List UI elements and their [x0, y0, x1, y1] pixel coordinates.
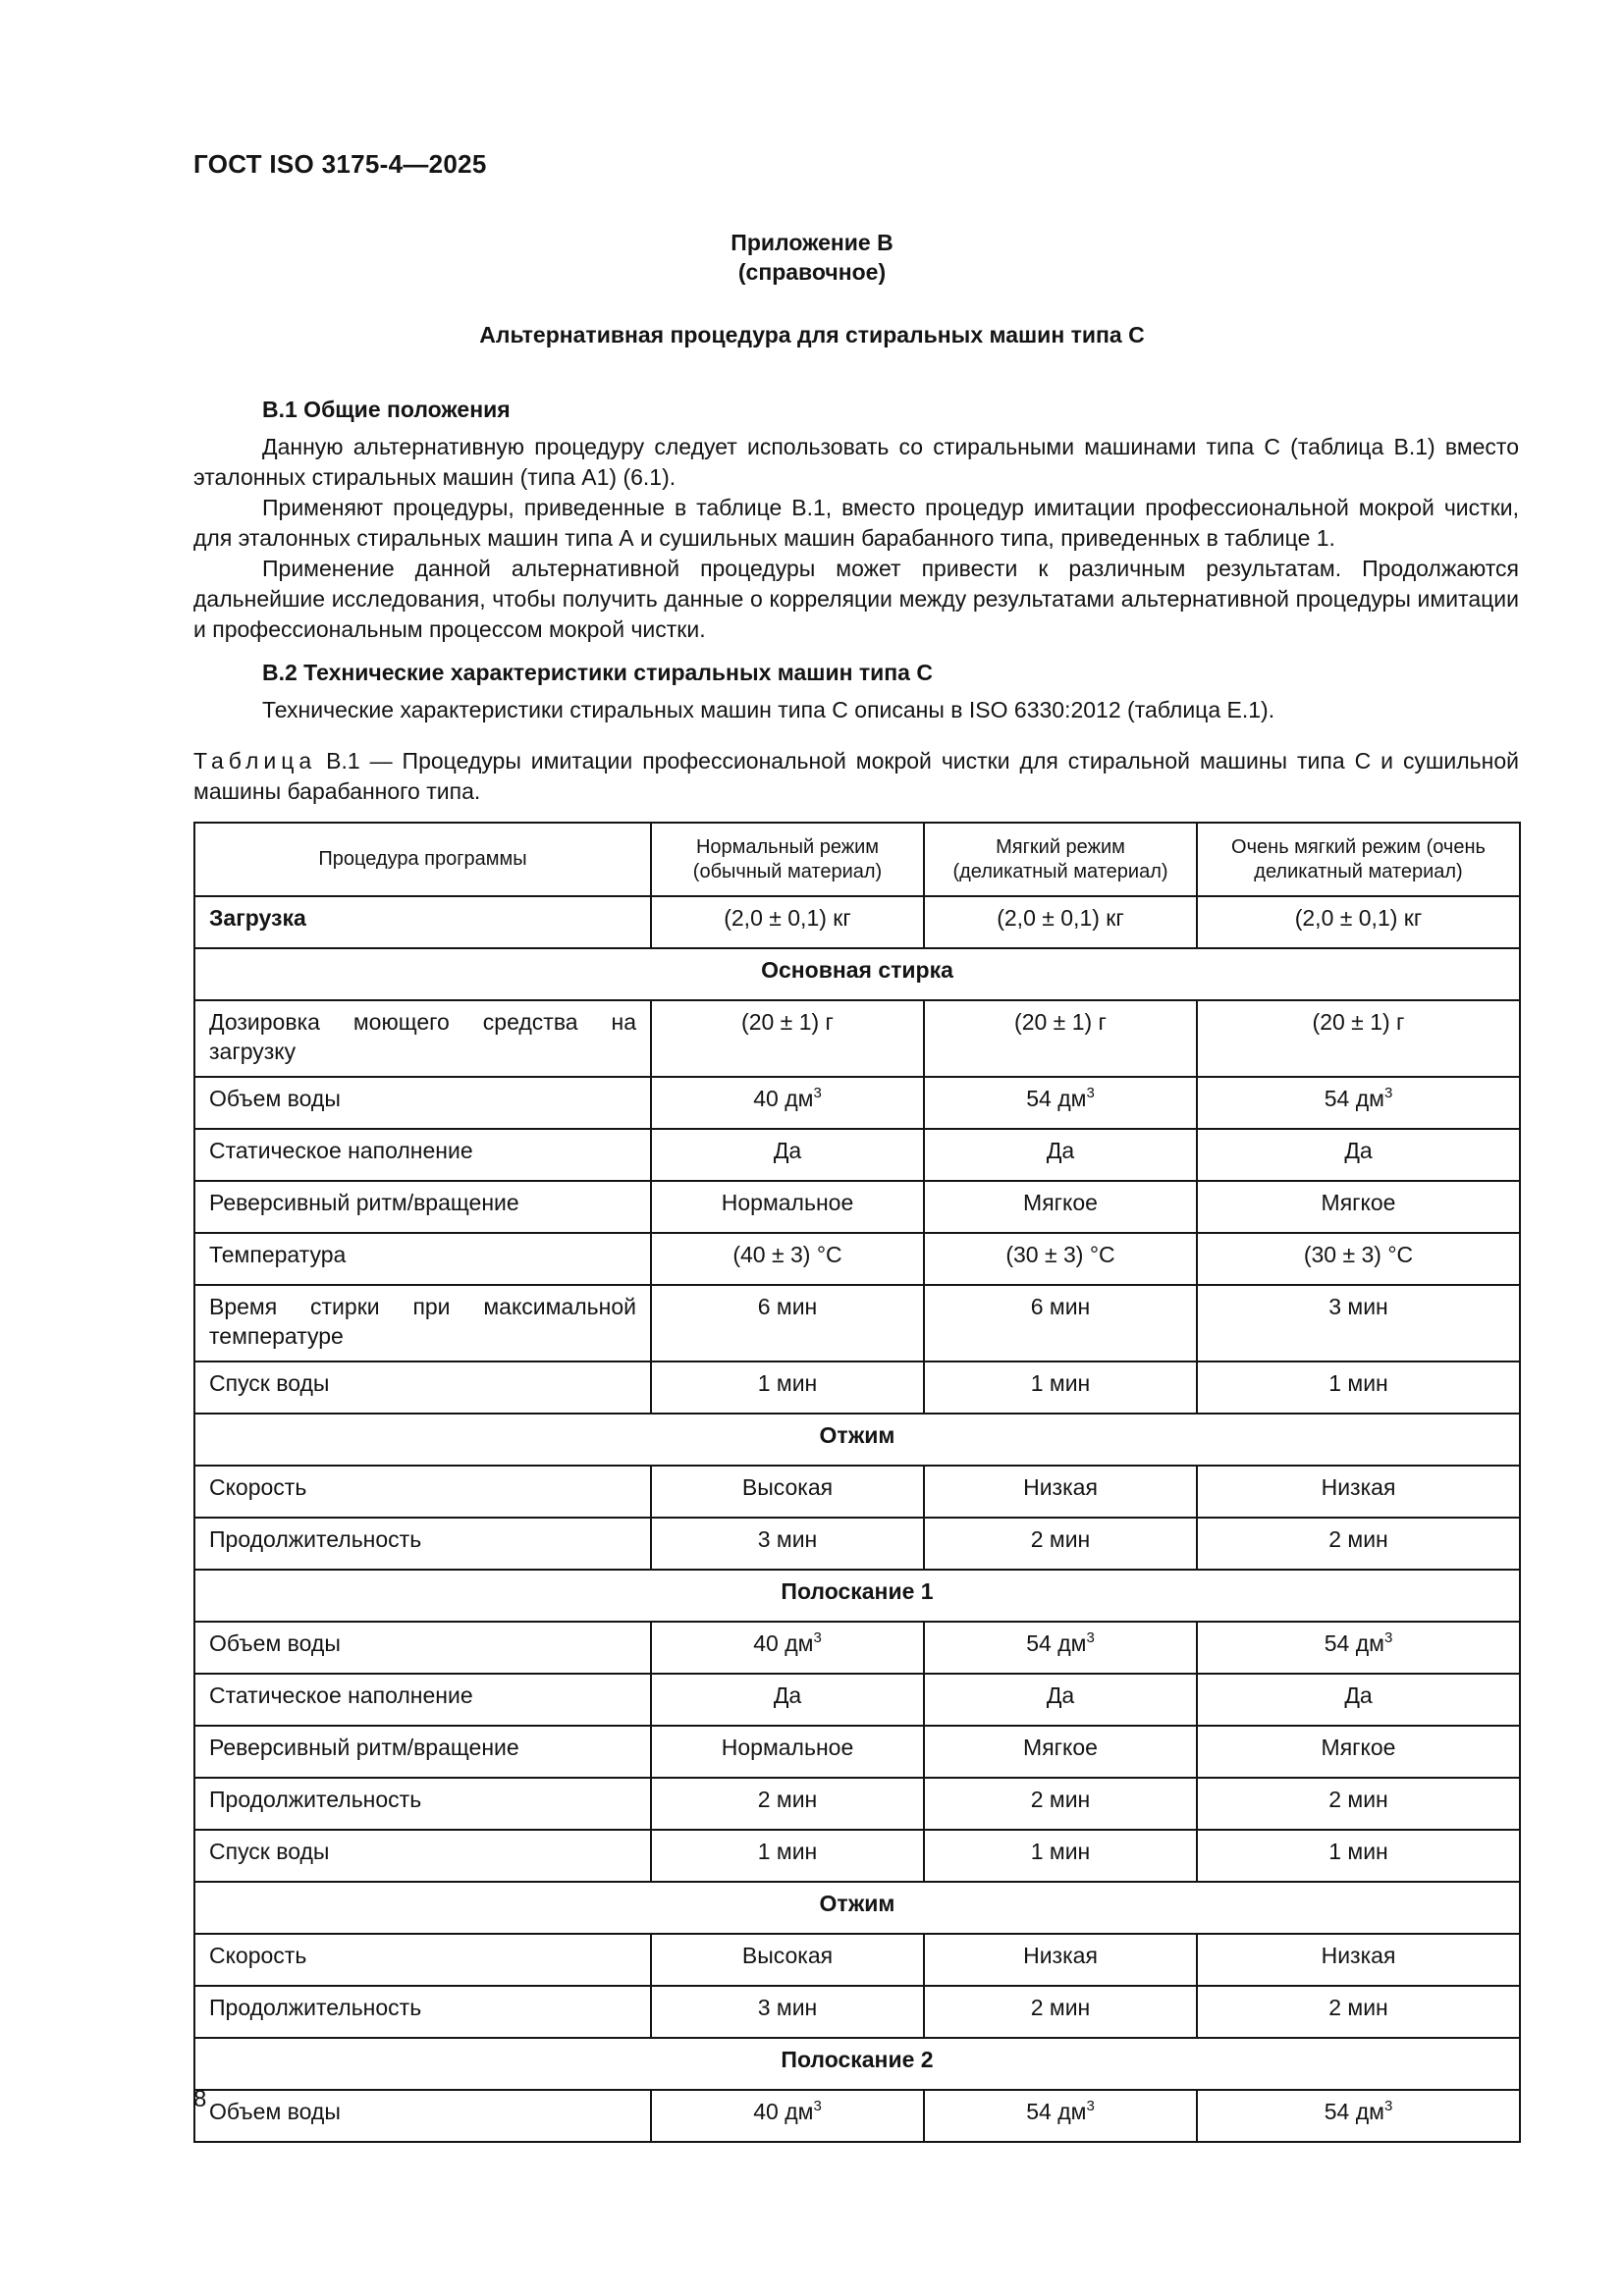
table-caption-label: Таблица [193, 748, 317, 774]
table-header-row [194, 823, 1520, 896]
row-label-cell: Продолжительность [194, 1518, 651, 1570]
value-cell: (20 ± 1) г [1197, 1000, 1520, 1077]
value-cell: Нормальное [651, 1181, 924, 1233]
row-label-cell: Статическое наполнение [194, 1129, 651, 1181]
value-cell: 1 мин [924, 1362, 1197, 1414]
table-section-row [194, 1414, 1520, 1466]
value-cell: Мягкое [1197, 1726, 1520, 1778]
row-label-cell: Реверсивный ритм/вращение [194, 1181, 651, 1233]
table-header-cell: Процедура программы [194, 823, 651, 896]
table-header-cell: Нормальный режим (обычный материал) [651, 823, 924, 896]
value-cell [651, 2090, 924, 2142]
section-b2-heading: В.2 Технические характеристики стиральных машин типа С [262, 660, 933, 685]
procedures-table [193, 822, 1521, 2143]
table-caption [193, 746, 1519, 807]
table-row [194, 1129, 1520, 1181]
unit-superscript: 3 [1383, 2098, 1393, 2114]
value-cell: 3 мин [651, 1986, 924, 2038]
value-cell: 2 мин [924, 1518, 1197, 1570]
row-label-cell: Реверсивный ритм/вращение [194, 1726, 651, 1778]
value-cell: (40 ± 3) °C [651, 1233, 924, 1285]
section-b1-heading: В.1 Общие положения [262, 397, 511, 422]
value-cell: Да [651, 1129, 924, 1181]
value-cell: (2,0 ± 0,1) кг [1197, 896, 1520, 948]
value-cell: 1 мин [1197, 1830, 1520, 1882]
paragraph: Технические характеристики стиральных машин типа С описаны в ISO 6330:2012 (таблица Е.1). [262, 697, 1275, 722]
unit-superscript: 3 [1086, 1629, 1095, 1646]
table-section-row [194, 948, 1520, 1000]
value-cell: (30 ± 3) °C [924, 1233, 1197, 1285]
unit-superscript: 3 [1383, 1629, 1393, 1646]
value-cell: Мягкое [1197, 1181, 1520, 1233]
unit-superscript: 3 [1086, 1085, 1095, 1101]
value-cell: 2 мин [1197, 1518, 1520, 1570]
value-cell: Нормальное [651, 1726, 924, 1778]
row-label-cell: Продолжительность [194, 1778, 651, 1830]
table-row [194, 1233, 1520, 1285]
value-cell: Да [924, 1129, 1197, 1181]
value-cell: 2 мин [924, 1986, 1197, 2038]
table-row [194, 1622, 1520, 1674]
value-cell: Низкая [1197, 1466, 1520, 1518]
value-cell: Да [1197, 1674, 1520, 1726]
row-label-cell: Скорость [194, 1466, 651, 1518]
unit-superscript: 3 [813, 1629, 822, 1646]
table-row [194, 1830, 1520, 1882]
table-row [194, 1181, 1520, 1233]
table-header-cell: Очень мягкий режим (очень деликатный материал) [1197, 823, 1520, 896]
row-label-cell: Время стирки при максимальной температуре [194, 1285, 651, 1362]
value-text: 54 дм [1026, 2099, 1087, 2124]
unit-superscript: 3 [813, 1085, 822, 1101]
value-text: 54 дм [1324, 1630, 1384, 1656]
value-text: 54 дм [1324, 2099, 1384, 2124]
value-cell: 2 мин [924, 1778, 1197, 1830]
value-cell: 6 мин [924, 1285, 1197, 1362]
table-row [194, 1778, 1520, 1830]
row-label-cell: Скорость [194, 1934, 651, 1986]
value-cell: 1 мин [651, 1830, 924, 1882]
row-label-cell: Объем воды [194, 1622, 651, 1674]
value-cell: (2,0 ± 0,1) кг [924, 896, 1197, 948]
row-label-cell: Температура [194, 1233, 651, 1285]
table-row [194, 896, 1520, 948]
value-cell: Высокая [651, 1934, 924, 1986]
value-cell [651, 1077, 924, 1129]
value-cell [1197, 1077, 1520, 1129]
annex-type: (справочное) [737, 259, 887, 285]
section-b1-body [193, 432, 1519, 645]
table-row [194, 1674, 1520, 1726]
section-title-cell: Полоскание 2 [194, 2038, 1520, 2090]
paragraph: Применение данной альтернативной процедуры может привести к различным результатам. Продолжаются дальнейшие исследования, чтобы получить данные о корреляции между результатами альтернативной процедуры имитации и профессиональным процессом мокрой чистки. [193, 556, 1519, 642]
table-row [194, 1986, 1520, 2038]
table-header-cell: Мягкий режим (деликатный материал) [924, 823, 1197, 896]
row-label-cell: Спуск воды [194, 1830, 651, 1882]
value-cell: Да [651, 1674, 924, 1726]
table-section-row [194, 2038, 1520, 2090]
value-cell: Высокая [651, 1466, 924, 1518]
value-cell: Да [1197, 1129, 1520, 1181]
row-label-cell: Статическое наполнение [194, 1674, 651, 1726]
value-cell [924, 1622, 1197, 1674]
table-row [194, 1077, 1520, 1129]
value-cell: 3 мин [1197, 1285, 1520, 1362]
value-cell: (20 ± 1) г [651, 1000, 924, 1077]
row-label-cell: Дозировка моющего средства на загрузку [194, 1000, 651, 1077]
paragraph: Данную альтернативную процедуру следует использовать со стиральными машинами типа С (таблица В.1) вместо эталонных стиральных машин (типа А1) (6.1). [193, 434, 1519, 490]
table-row [194, 1466, 1520, 1518]
table-row [194, 1934, 1520, 1986]
value-cell: Мягкое [924, 1726, 1197, 1778]
paragraph: Применяют процедуры, приведенные в таблице В.1, вместо процедур имитации профессиональной мокрой чистки, для эталонных стиральных машин типа А и сушильных машин барабанного типа, приведенных в таблице 1. [193, 495, 1519, 551]
table-section-row [194, 1570, 1520, 1622]
value-cell: (20 ± 1) г [924, 1000, 1197, 1077]
table-caption-text: В.1 — Процедуры имитации профессиональной мокрой чистки для стиральной машины типа С и сушильной машины барабанного типа. [193, 748, 1519, 804]
value-cell [924, 2090, 1197, 2142]
table-row [194, 2090, 1520, 2142]
value-cell: Да [924, 1674, 1197, 1726]
value-cell: 6 мин [651, 1285, 924, 1362]
table-section-row [194, 1882, 1520, 1934]
value-cell [924, 1077, 1197, 1129]
value-cell: 3 мин [651, 1518, 924, 1570]
value-cell: Низкая [924, 1934, 1197, 1986]
row-label-cell: Продолжительность [194, 1986, 651, 2038]
value-cell: 1 мин [651, 1362, 924, 1414]
table-row [194, 1000, 1520, 1077]
value-text: 40 дм [753, 1630, 814, 1656]
table-row [194, 1285, 1520, 1362]
value-text: 40 дм [753, 2099, 814, 2124]
annex-title: Альтернативная процедура для стиральных машин типа С [479, 322, 1145, 347]
value-text: 54 дм [1026, 1630, 1087, 1656]
row-label-cell: Объем воды [194, 1077, 651, 1129]
value-cell: Низкая [1197, 1934, 1520, 1986]
section-title-cell: Полоскание 1 [194, 1570, 1520, 1622]
table-body [194, 823, 1520, 2142]
section-b2-body [193, 695, 1519, 725]
value-cell: Низкая [924, 1466, 1197, 1518]
table-row [194, 1362, 1520, 1414]
table-row [194, 1726, 1520, 1778]
value-cell: 2 мин [1197, 1778, 1520, 1830]
value-cell: (2,0 ± 0,1) кг [651, 896, 924, 948]
document-code-header: ГОСТ ISO 3175-4—2025 [193, 149, 487, 179]
section-title-cell: Отжим [194, 1414, 1520, 1466]
value-cell: 1 мин [1197, 1362, 1520, 1414]
value-cell [651, 1622, 924, 1674]
value-text: 54 дм [1026, 1086, 1087, 1111]
value-cell: 2 мин [651, 1778, 924, 1830]
unit-superscript: 3 [813, 2098, 822, 2114]
value-cell: 2 мин [1197, 1986, 1520, 2038]
unit-superscript: 3 [1383, 1085, 1393, 1101]
section-title-cell: Отжим [194, 1882, 1520, 1934]
value-cell [1197, 1622, 1520, 1674]
table-row [194, 1518, 1520, 1570]
annex-name: Приложение В [731, 230, 893, 255]
section-title-cell: Основная стирка [194, 948, 1520, 1000]
value-text: 54 дм [1324, 1086, 1384, 1111]
row-label-cell: Спуск воды [194, 1362, 651, 1414]
value-text: 40 дм [753, 1086, 814, 1111]
page-number: 8 [193, 2086, 207, 2112]
unit-superscript: 3 [1086, 2098, 1095, 2114]
value-cell: (30 ± 3) °C [1197, 1233, 1520, 1285]
row-label-cell: Загрузка [194, 896, 651, 948]
value-cell: 1 мин [924, 1830, 1197, 1882]
value-cell [1197, 2090, 1520, 2142]
value-cell: Мягкое [924, 1181, 1197, 1233]
row-label-cell: Объем воды [194, 2090, 651, 2142]
